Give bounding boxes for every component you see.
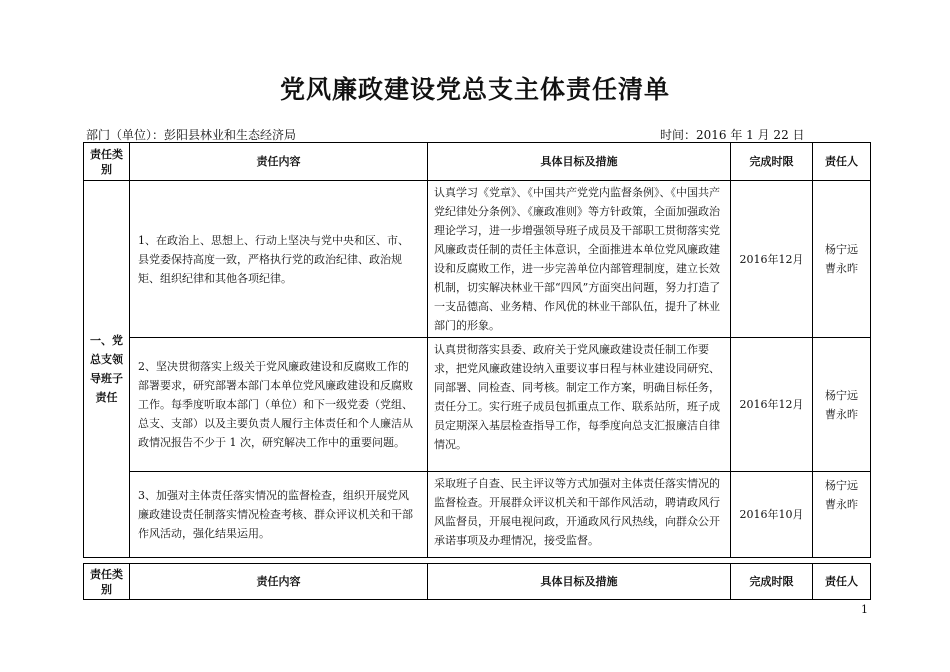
table-row xyxy=(84,338,871,472)
header-deadline: 完成时限 xyxy=(731,564,813,600)
date-label: 时间：2016 年 1 月 22 日 xyxy=(660,128,805,142)
deadline-cell: 2016年12月 xyxy=(731,338,813,472)
table-header-row xyxy=(84,564,871,600)
deadline-cell: 2016年10月 xyxy=(731,472,813,558)
measures-cell: 认真贯彻落实县委、政府关于党风廉政建设责任制工作要求，把党风廉政建设纳入重要议事日程与林业建设同研究、同部署、同检查、同考核。制定工作方案，明确目标任务，责任分工。实行班子成员包抓重点工作、联系站所，班子成员定期深入基层检查指导工作，每季度向总支汇报廉洁自律情况。 xyxy=(428,338,731,472)
page-number: 1 xyxy=(861,603,868,616)
header-deadline: 完成时限 xyxy=(731,143,813,181)
header-person: 责任人 xyxy=(813,564,871,600)
content-cell: 3、加强对主体责任落实情况的监督检查，组织开展党风廉政建设责任制落实情况检查考核、群众评议机关和干部作风活动，强化结果运用。 xyxy=(130,472,428,558)
content-cell: 1、在政治上、思想上、行动上坚决与党中央和区、市、县党委保持高度一致，严格执行党的政治纪律、政治规矩、组织纪律和其他各项纪律。 xyxy=(130,181,428,338)
responsibility-table-continued xyxy=(83,563,871,600)
table-header-row xyxy=(84,143,871,181)
deadline-cell: 2016年12月 xyxy=(731,181,813,338)
person-cell: 杨宁远 曹永昨 xyxy=(813,181,871,338)
measures-cell: 采取班子自查、民主评议等方式加强对主体责任落实情况的监督检查。开展群众评议机关和干部作风活动，聘请政风行风监督员，开展电视问政，开通政风行风热线，向群众公开承诺事项及办理情况，接受监督。 xyxy=(428,472,731,558)
header-content: 责任内容 xyxy=(130,143,428,181)
header-content: 责任内容 xyxy=(130,564,428,600)
header-category: 责任类别 xyxy=(84,143,130,181)
header-measures: 具体目标及措施 xyxy=(428,564,731,600)
header-person: 责任人 xyxy=(813,143,871,181)
measures-cell: 认真学习《党章》、《中国共产党党内监督条例》、《中国共产党纪律处分条例》、《廉政准则》等方针政策，全面加强政治理论学习，进一步增强领导班子成员及干部职工贯彻落实党风廉政责任制的责任主体意识，全面推进本单位党风廉政建设和反腐败工作，进一步完善单位内部管理制度，建立长效机制，切实解决林业干部“四风”方面突出问题，努力打造了一支品德高、业务精、作风优的林业干部队伍，提升了林业部门的形象。 xyxy=(428,181,731,338)
responsibility-table xyxy=(83,142,871,558)
content-cell: 2、坚决贯彻落实上级关于党风廉政建设和反腐败工作的部署要求，研究部署本部门本单位党风廉政建设和反腐败工作。每季度听取本部门（单位）和下一级党委（党组、总支、支部）以及主要负责人履行主体责任和个人廉洁从政情况报告不少于 1 次，研究解决工作中的重要问题。 xyxy=(130,338,428,472)
header-measures: 具体目标及措施 xyxy=(428,143,731,181)
person-cell: 杨宁远 曹永昨 xyxy=(813,338,871,472)
category-cell: 一、党总支领导班子责任 xyxy=(84,181,130,558)
header-category: 责任类别 xyxy=(84,564,130,600)
department-label: 部门（单位）：彭阳县林业和生态经济局 xyxy=(86,128,297,142)
table-row xyxy=(84,472,871,558)
person-cell: 杨宁远 曹永昨 xyxy=(813,472,871,558)
document-title: 党风廉政建设党总支主体责任清单 xyxy=(279,75,670,104)
table-row xyxy=(84,181,871,338)
